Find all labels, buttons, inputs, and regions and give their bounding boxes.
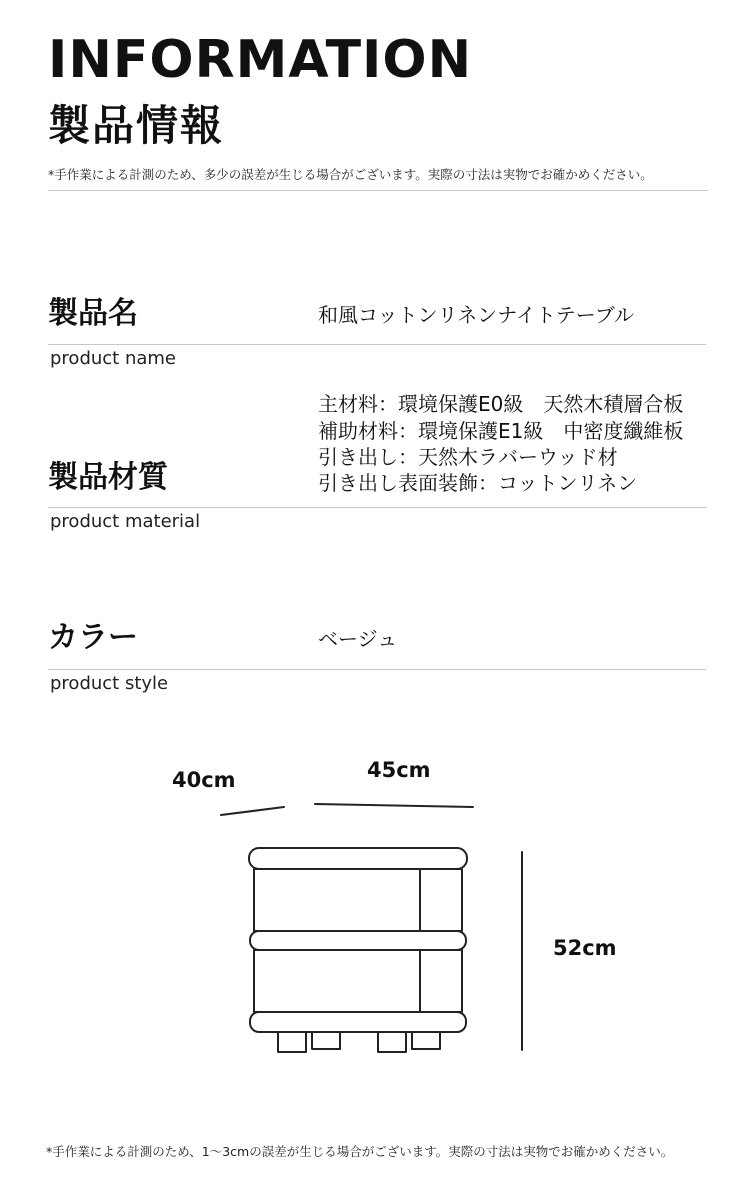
material-value-2: 補助材料：環境保護E1級 中密度纖維板 [318,419,684,443]
color-divider [48,669,706,670]
color-label-en: product style [50,673,169,694]
product-name-value: 和風コットンリネンナイトテーブル [318,303,634,327]
leg [312,1032,340,1049]
product-name-label-en: product name [50,348,176,369]
bottom-slab [250,1012,466,1032]
material-divider [48,507,706,508]
header-divider [48,190,708,191]
middle-slab [250,931,466,950]
leg [412,1032,440,1049]
material-value-4: 引き出し表面装飾：コットンリネン [318,471,638,495]
nightstand-drawing [0,790,750,1070]
page-title-ja: 製品情報 [48,101,225,150]
measurement-note: *手作業による計測のため、多少の誤差が生じる場合がございます。実際の寸法は実物でお確かめください。 [48,167,653,182]
color-value: ベージュ [318,627,398,651]
page-title-en: INFORMATION [48,30,473,90]
color-label: カラー [48,620,138,655]
material-label-en: product material [50,511,201,532]
upper-drawer [254,869,462,931]
lower-drawer [254,950,462,1012]
product-name-label: 製品名 [48,296,138,331]
depth-label: 40cm [172,768,236,792]
material-value-3: 引き出し：天然木ラバーウッド材 [318,445,618,469]
depth-dimension-line [221,807,284,815]
product-name-divider [48,344,706,345]
footer-note: *手作業による計測のため、1〜3cmの誤差が生じる場合がございます。実際の寸法は実物でお確かめください。 [46,1144,674,1159]
material-label: 製品材質 [48,460,168,495]
top-slab [249,848,467,869]
width-dimension-line [315,804,473,807]
leg [278,1032,306,1052]
leg [378,1032,406,1052]
height-label: 52cm [553,936,617,960]
width-label: 45cm [367,758,431,782]
material-value-1: 主材料：環境保護E0級 天然木積層合板 [318,392,684,416]
